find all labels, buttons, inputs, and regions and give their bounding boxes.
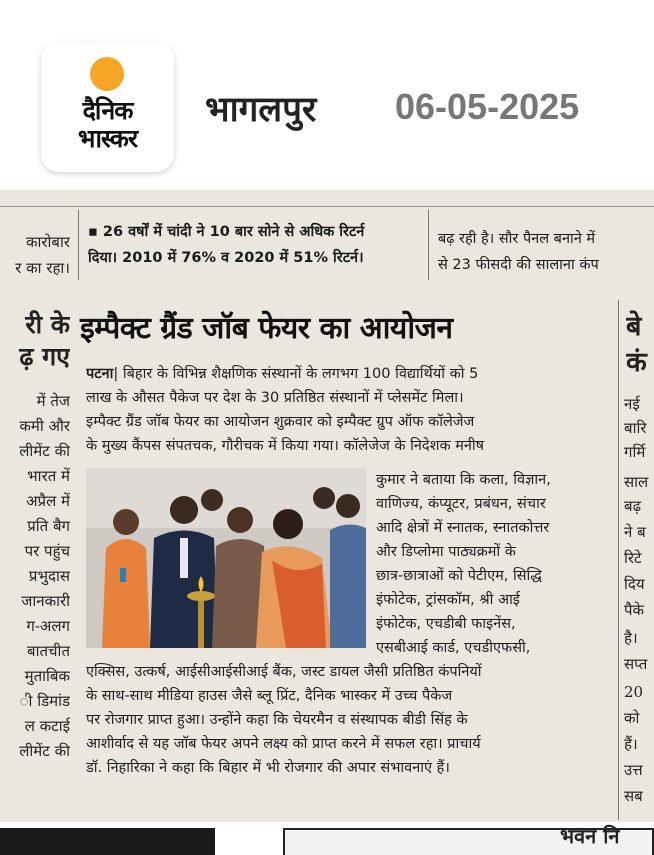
left-column-line: कमी और	[19, 417, 70, 435]
article-wrap-line: एसबीआई कार्ड, एचडीएफसी,	[376, 640, 531, 656]
article-line: के साथ-साथ मीडिया हाउस जैसे ब्लू प्रिंट, दैनिक भास्कर में उच्च पैकेज	[86, 688, 453, 704]
left-column-heading-2: ढ़ गए	[19, 342, 70, 371]
logo-text-line1: दैनिक	[82, 96, 133, 125]
edition-date: 06-05-2025	[395, 86, 580, 127]
article-wrap-line: कुमार ने बताया कि कला, विज्ञान,	[376, 472, 551, 488]
right-column-fragment: बढ़	[624, 497, 642, 515]
edition-city: भागलपुर	[205, 90, 317, 130]
column-divider	[428, 210, 429, 280]
right-column-heading-2: कं	[626, 347, 647, 378]
right-column-fragment: 20	[624, 683, 644, 701]
left-column-heading-1: री के	[25, 310, 70, 339]
right-column-fragment: गर्मि	[624, 443, 646, 461]
article-line: डॉ. निहारिका ने कहा कि बिहार में भी रोजगार की अपार संभावनाएं हैं।	[86, 760, 450, 776]
left-column-line: में तेज	[36, 392, 70, 410]
article-wrap-line: इंफोटेक, ट्रांसकॉम, श्री आई	[376, 592, 520, 608]
right-column-fragment: सप्त	[624, 655, 648, 673]
left-column-line: ग-अलग	[26, 617, 70, 635]
left-column-top-line-3: र का रहा।	[15, 259, 70, 277]
left-column-line: मुताबिक	[24, 667, 70, 685]
article-line: पर रोजगार प्राप्त हुआ। उन्होंने कहा कि चेयरमैन व संस्थापक बीडी सिंह के	[86, 712, 468, 728]
silver-returns-box	[88, 214, 418, 276]
left-column-line: प्रति बैग	[27, 517, 70, 535]
article-wrap-line: आदि क्षेत्रों में स्नातक, स्नातकोत्तर	[376, 520, 550, 536]
right-column-fragment: नई	[624, 395, 640, 413]
silver-returns-line-1: ▪ 26 वर्षों में चांदी ने 10 बार सोने से अधिक रिटर्न	[88, 224, 365, 240]
bottom-strip-text: भवन नि	[560, 824, 620, 848]
article-headline: इम्पैक्ट ग्रैंड जॉब फेयर का आयोजन	[80, 311, 453, 346]
article-line: के मुख्य कैंपस संपतचक, गौरीचक में किया गया। कॉलेजेज के निदेशक मनीष	[86, 438, 485, 454]
left-column-line: अप्रैल में	[26, 492, 70, 510]
article-text: | बिहार के विभिन्न शैक्षणिक संस्थानों के लगभग 100 विद्यार्थियों को 5	[113, 366, 479, 382]
right-column-fragment: है।	[624, 629, 638, 647]
left-column-line: लीमेंट की	[19, 442, 70, 460]
left-column-line: बातचीत	[27, 642, 70, 660]
right-column-fragment: पैके	[624, 601, 645, 619]
right-column-heading-1: बे	[626, 311, 642, 342]
dainik-bhaskar-logo[interactable]	[41, 42, 174, 172]
newspaper-clipping	[0, 190, 654, 855]
bottom-strip	[0, 822, 654, 855]
left-column-line: प्रभुदास	[28, 567, 70, 585]
article-first-line	[86, 362, 616, 386]
left-column-line: जानकारी	[21, 592, 70, 610]
right-column-fragment: हैं।	[624, 735, 638, 753]
article-line: लाख के औसत पैकेज पर देश के 30 प्रतिष्ठित संस्थानों में प्लेसमेंट मिला।	[86, 390, 464, 406]
column-divider	[618, 300, 619, 820]
article-line: इम्पैक्ट ग्रैंड जॉब फेयर का आयोजन शुक्रवार को इम्पैक्ट ग्रुप ऑफ कॉलेजेज	[86, 414, 475, 430]
dark-ad-block	[0, 828, 215, 855]
article-line: आशीर्वाद से यह जॉब फेयर अपने लक्ष्य को प्राप्त करने में सफल रहा। प्राचार्य	[86, 736, 481, 752]
right-column-fragment: साल	[624, 473, 649, 491]
logo-text-line2: भास्कर	[77, 124, 138, 153]
article-line: एक्सिस, उत्कर्ष, आईसीआईसीआई बैंक, जस्ट डायल जैसी प्रतिष्ठित कंपनियों	[86, 664, 482, 680]
right-column-fragment: बारि	[624, 419, 647, 437]
lamp-lighting-photo-illustration	[86, 468, 366, 648]
right-column-fragment: दिय	[624, 575, 645, 593]
silver-returns-line-2: दिया। 2010 में 76% व 2020 में 51% रिटर्न।	[88, 250, 364, 266]
right-column-fragment: ने ब	[624, 523, 646, 541]
left-column-line: पर पहुंच	[24, 542, 70, 560]
article-wrap-line: इंफोटेक, एचडीबी फाइनेंस,	[376, 616, 516, 632]
right-column-line-1: बढ़ रही है। सौर पैनल बनाने में	[438, 231, 596, 247]
article-wrap-line: छात्र-छात्राओं को पेटीएम, सिद्धि	[376, 568, 542, 584]
left-column-line: ल कटाई	[24, 717, 70, 735]
sun-dot-icon	[90, 57, 124, 91]
column-divider	[78, 210, 79, 280]
right-column-fragment: सब	[624, 787, 643, 805]
job-fair-photo	[86, 468, 366, 648]
top-rule	[0, 206, 654, 207]
article-wrap-line: और डिप्लोमा पाठ्यक्रमों के	[376, 544, 516, 560]
left-column-top-line-2: कारोबार	[25, 233, 70, 251]
right-column-line-2: से 23 फीसदी की सालाना कंप	[438, 257, 599, 273]
right-column-fragment: उत्त	[624, 761, 643, 779]
article-wrap-line: वाणिज्य, कंप्यूटर, प्रबंधन, संचार	[376, 496, 546, 512]
left-column-line: लीमेंट की	[19, 742, 70, 760]
app-header	[0, 0, 654, 190]
left-column-line: ी डिमांड	[19, 692, 70, 710]
right-column-fragment: रिटे	[624, 549, 642, 567]
left-column-line: भारत में	[27, 467, 70, 485]
article-dateline: पटना	[86, 366, 114, 382]
right-column-fragment: को	[624, 709, 640, 727]
